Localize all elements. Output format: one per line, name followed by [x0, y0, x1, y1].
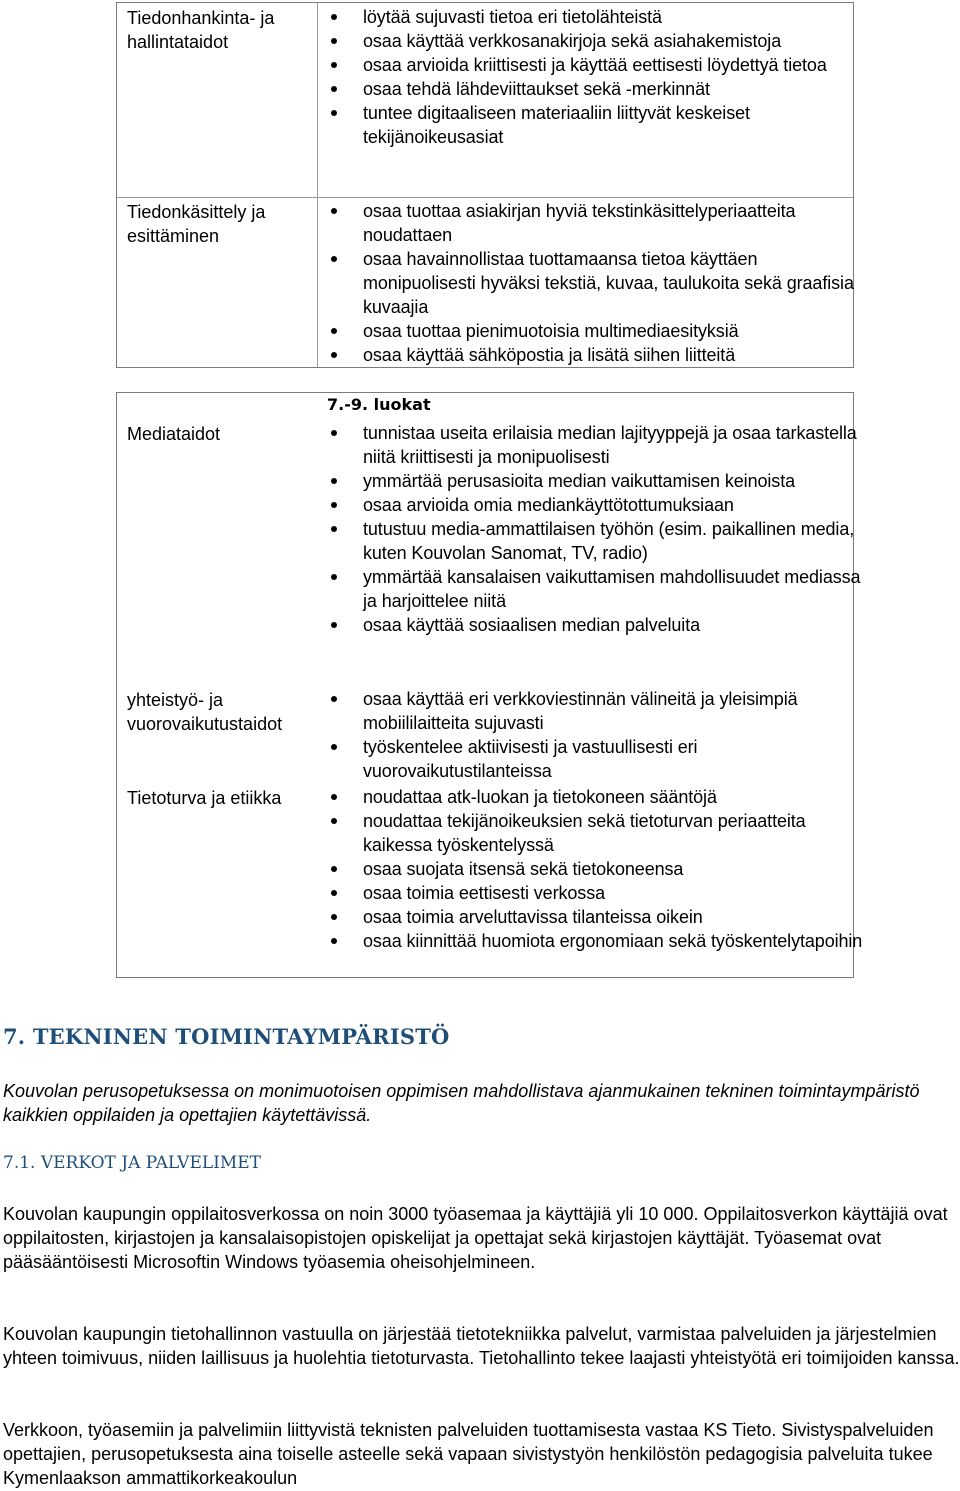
list-item: osaa toimia eettisesti verkossa — [363, 881, 863, 905]
list-item: työskentelee aktiivisesti ja vastuullisesti eri vuorovaikutustilanteissa — [363, 735, 863, 783]
list-item: ymmärtää kansalaisen vaikuttamisen mahdollisuudet mediassa ja harjoittelee niitä — [363, 565, 863, 613]
row-label-yhteistyo: yhteistyö- ja vuorovaikutustaidot — [127, 690, 283, 734]
label-column — [117, 3, 318, 367]
list-item: osaa arvioida kriittisesti ja käyttää eettisesti löydettyä tietoa — [363, 53, 863, 77]
list-item: osaa tuottaa asiakirjan hyviä tekstinkäsittelyperiaatteita noudattaen — [363, 199, 863, 247]
competency-list — [363, 687, 863, 783]
list-item: osaa toimia arveluttavissa tilanteissa oikein — [363, 905, 863, 929]
list-item: noudattaa atk-luokan ja tietokoneen sääntöjä — [363, 785, 863, 809]
competency-list — [363, 5, 863, 149]
list-item: noudattaa tekijänoikeuksien sekä tietoturvan periaatteita kaikessa työskentelyssä — [363, 809, 863, 857]
paragraph: Kouvolan kaupungin oppilaitosverkossa on noin 3000 työasemaa ja käyttäjiä yli 10 000. Oppilaitosverkon käyttäjiä ovat oppilaitosten, kirjastojen ja kansalaisopistojen opiskelijat ja opettajat sekä kirjastojen käyttäjät. Työasemat ovat pääsääntöisesti Microsoftin Windows työasemia oheisohjelmineen. — [3, 1204, 948, 1272]
list-item: osaa kiinnittää huomiota ergonomiaan sekä työskentelytapoihin — [363, 931, 863, 951]
list-item: osaa käyttää sosiaalisen median palveluita — [363, 613, 863, 637]
paragraph: Kouvolan kaupungin tietohallinnon vastuulla on järjestää tietotekniikka palvelut, varmistaa palveluiden ja järjestelmien yhteen toimivuus, niiden laillisuus ja huolehtia tietoturvasta. Tietohallinto tekee laajasti yhteistyötä eri toimijoiden kanssa. — [3, 1324, 960, 1368]
row-label-tiedonkasittely: Tiedonkäsittely ja esittäminen — [127, 202, 266, 246]
subsection-heading: 7.1. VERKOT JA PALVELIMET — [3, 1153, 262, 1173]
list-item: tutustuu media-ammattilaisen työhön (esim. paikallinen media, kuten Kouvolan Sanomat, TV, radio) — [363, 517, 863, 565]
row-label-mediataidot: Mediataidot — [127, 424, 221, 444]
paragraph: Verkkoon, työasemiin ja palvelimiin liittyvistä teknisten palveluiden tuottamisesta vastaa KS Tieto. Sivistyspalveluiden opettajien, perusopetuksesta aina toiselle asteelle sekä vapaan sivistystyön henkilöstön pedagogisia palveluita tukee Kymenlaakson ammattikorkeakoulun — [3, 1420, 934, 1488]
competency-list — [363, 199, 863, 367]
list-item: ymmärtää perusasioita median vaikuttamisen keinoista — [363, 469, 863, 493]
competency-table-2 — [116, 392, 863, 978]
list-item: löytää sujuvasti tietoa eri tietolähteistä — [363, 5, 863, 29]
competency-list — [363, 421, 863, 637]
row-label-tietoturva: Tietoturva ja etiikka — [127, 788, 282, 808]
competency-table-1 — [116, 2, 854, 368]
list-item: osaa käyttää eri verkkoviestinnän välineitä ja yleisimpiä mobiililaitteita sujuvasti — [363, 687, 863, 735]
list-item: osaa arvioida omia mediankäyttötottumuksiaan — [363, 493, 863, 517]
list-item: osaa suojata itsensä sekä tietokoneensa — [363, 857, 863, 881]
competency-list — [363, 785, 863, 953]
list-item: osaa havainnollistaa tuottamaansa tietoa käyttäen monipuolisesti hyväksi tekstiä, kuvaa, taulukoita sekä graafisia kuvaajia — [363, 247, 863, 319]
list-item: osaa käyttää verkkosanakirjoja sekä asiahakemistoja — [363, 29, 863, 53]
list-item: tuntee digitaaliseen materiaaliin liittyvät keskeiset tekijänoikeusasiat — [363, 101, 863, 149]
list-item: osaa käyttää sähköpostia ja lisätä siihen liitteitä — [363, 343, 863, 367]
section-heading: 7. TEKNINEN TOIMINTAYMPÄRISTÖ — [3, 1024, 450, 1049]
list-item: osaa tuottaa pienimuotoisia multimediaesityksiä — [363, 319, 863, 343]
row-divider — [117, 197, 853, 198]
list-item: osaa tehdä lähdeviittaukset sekä -merkinnät — [363, 77, 863, 101]
list-item: tunnistaa useita erilaisia median lajityyppejä ja osaa tarkastella niitä kriittisesti ja monipuolisesti — [363, 421, 863, 469]
grade-heading: 7.-9. luokat — [327, 395, 431, 414]
row-label-tiedonhankinta: Tiedonhankinta- ja hallintataidot — [127, 8, 275, 52]
intro-paragraph: Kouvolan perusopetuksessa on monimuotoisen oppimisen mahdollistava ajanmukainen tekninen toimintaympäristö kaikkien oppilaiden ja opettajien käytettävissä. — [3, 1081, 920, 1125]
